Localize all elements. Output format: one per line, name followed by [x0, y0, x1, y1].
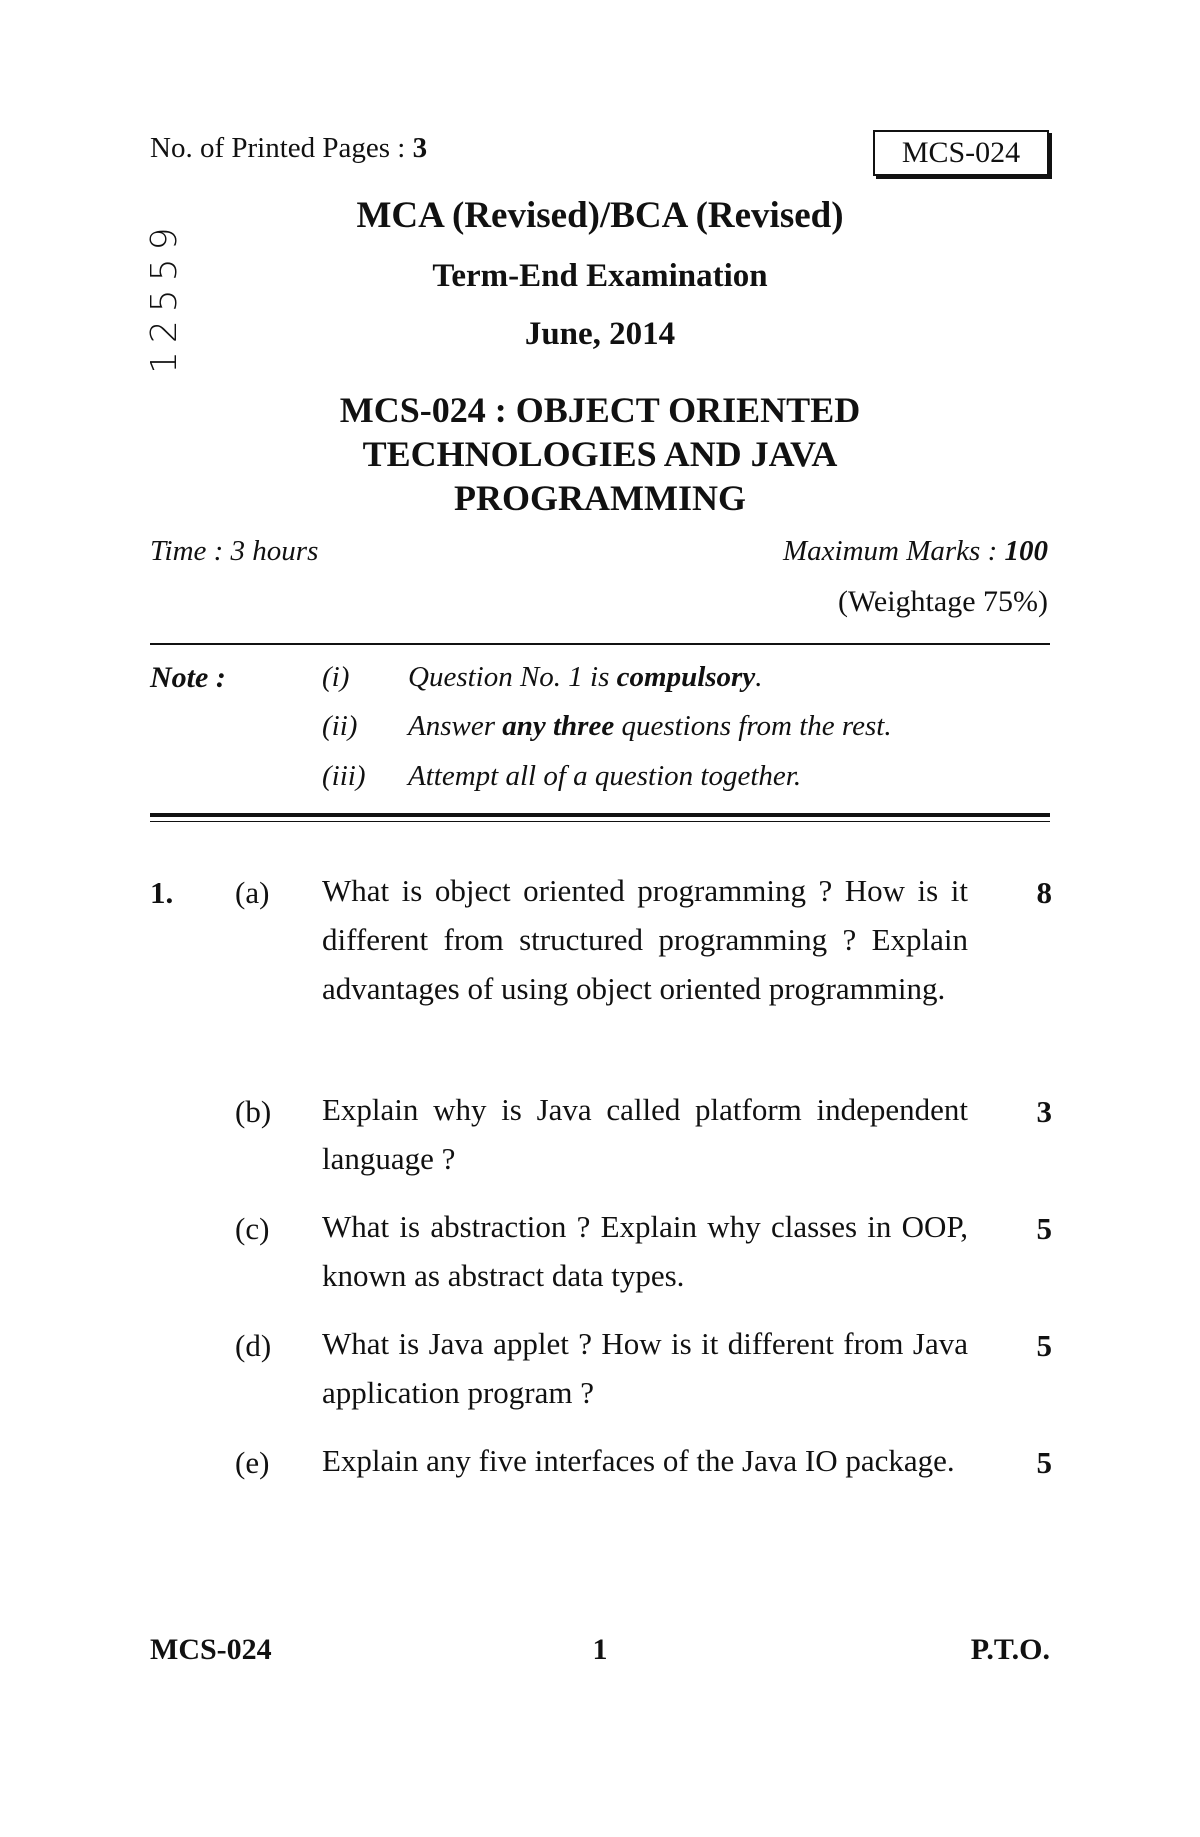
- part-marks: 5: [1036, 1328, 1052, 1363]
- page-number: 1: [592, 1633, 608, 1666]
- note-item-number: (i): [322, 661, 350, 693]
- part-label: (a): [235, 875, 270, 910]
- note-text-emphasis: compulsory: [616, 661, 756, 693]
- maximum-marks: [783, 535, 1048, 568]
- max-marks-value: 100: [1004, 535, 1048, 567]
- note-item-number: (ii): [322, 710, 358, 742]
- printed-pages-value: 3: [412, 132, 428, 164]
- time-allowed: Time : 3 hours: [150, 535, 319, 567]
- exam-date: June, 2014: [524, 316, 676, 352]
- part-text: What is object oriented programming ? How is it different from structured programming ? Explain advantages of using object oriented programming.: [322, 873, 968, 1006]
- note-text-part: Attempt all of a question together.: [408, 760, 802, 792]
- footer-paper-code: MCS-024: [150, 1633, 272, 1666]
- note-text-part: Answer: [408, 710, 503, 742]
- printed-pages-label: No. of Printed Pages :: [150, 132, 406, 164]
- serial-number: 12559: [144, 219, 185, 375]
- max-marks-label: Maximum Marks :: [783, 535, 998, 567]
- part-marks: 5: [1036, 1211, 1052, 1246]
- part-text: Explain why is Java called platform independent language ?: [322, 1092, 968, 1176]
- part-marks: 3: [1036, 1094, 1052, 1129]
- part-text: What is Java applet ? How is it different from Java application program ?: [322, 1326, 968, 1410]
- divider-bottom: [150, 813, 1050, 817]
- note-label: Note :: [150, 661, 226, 694]
- printed-pages: [150, 132, 427, 165]
- part-label: (b): [235, 1094, 272, 1129]
- note-text-part: .: [755, 661, 763, 693]
- note-item-text: [408, 760, 801, 793]
- part-text: What is abstraction ? Explain why classes in OOP, known as abstract data types.: [322, 1209, 968, 1293]
- part-label: (c): [235, 1211, 270, 1246]
- part-label: (e): [235, 1445, 270, 1480]
- part-text: Explain any five interfaces of the Java IO package.: [322, 1443, 955, 1478]
- note-text-emphasis: any three: [502, 710, 615, 742]
- course-title: MCS-024 : OBJECT ORIENTED TECHNOLOGIES AND JAVA PROGRAMMING: [339, 390, 861, 518]
- exam-name: Term-End Examination: [432, 258, 768, 294]
- divider-top: [150, 643, 1050, 645]
- part-marks: 5: [1036, 1445, 1052, 1480]
- question-number: 1.: [150, 875, 174, 910]
- part-label: (d): [235, 1328, 272, 1363]
- weightage: (Weightage 75%): [838, 585, 1048, 618]
- part-marks: 8: [1036, 875, 1052, 910]
- note-text-part: Question No. 1 is: [408, 661, 617, 693]
- paper-code-box: MCS-024: [873, 130, 1049, 176]
- programme-title: MCA (Revised)/BCA (Revised): [356, 195, 844, 236]
- note-item-text: [408, 661, 762, 694]
- note-item-text: [408, 710, 892, 743]
- note-text-part: questions from the rest.: [614, 710, 892, 742]
- please-turn-over: P.T.O.: [970, 1633, 1050, 1666]
- note-item-number: (iii): [322, 760, 366, 792]
- divider-bottom-thin: [150, 821, 1050, 822]
